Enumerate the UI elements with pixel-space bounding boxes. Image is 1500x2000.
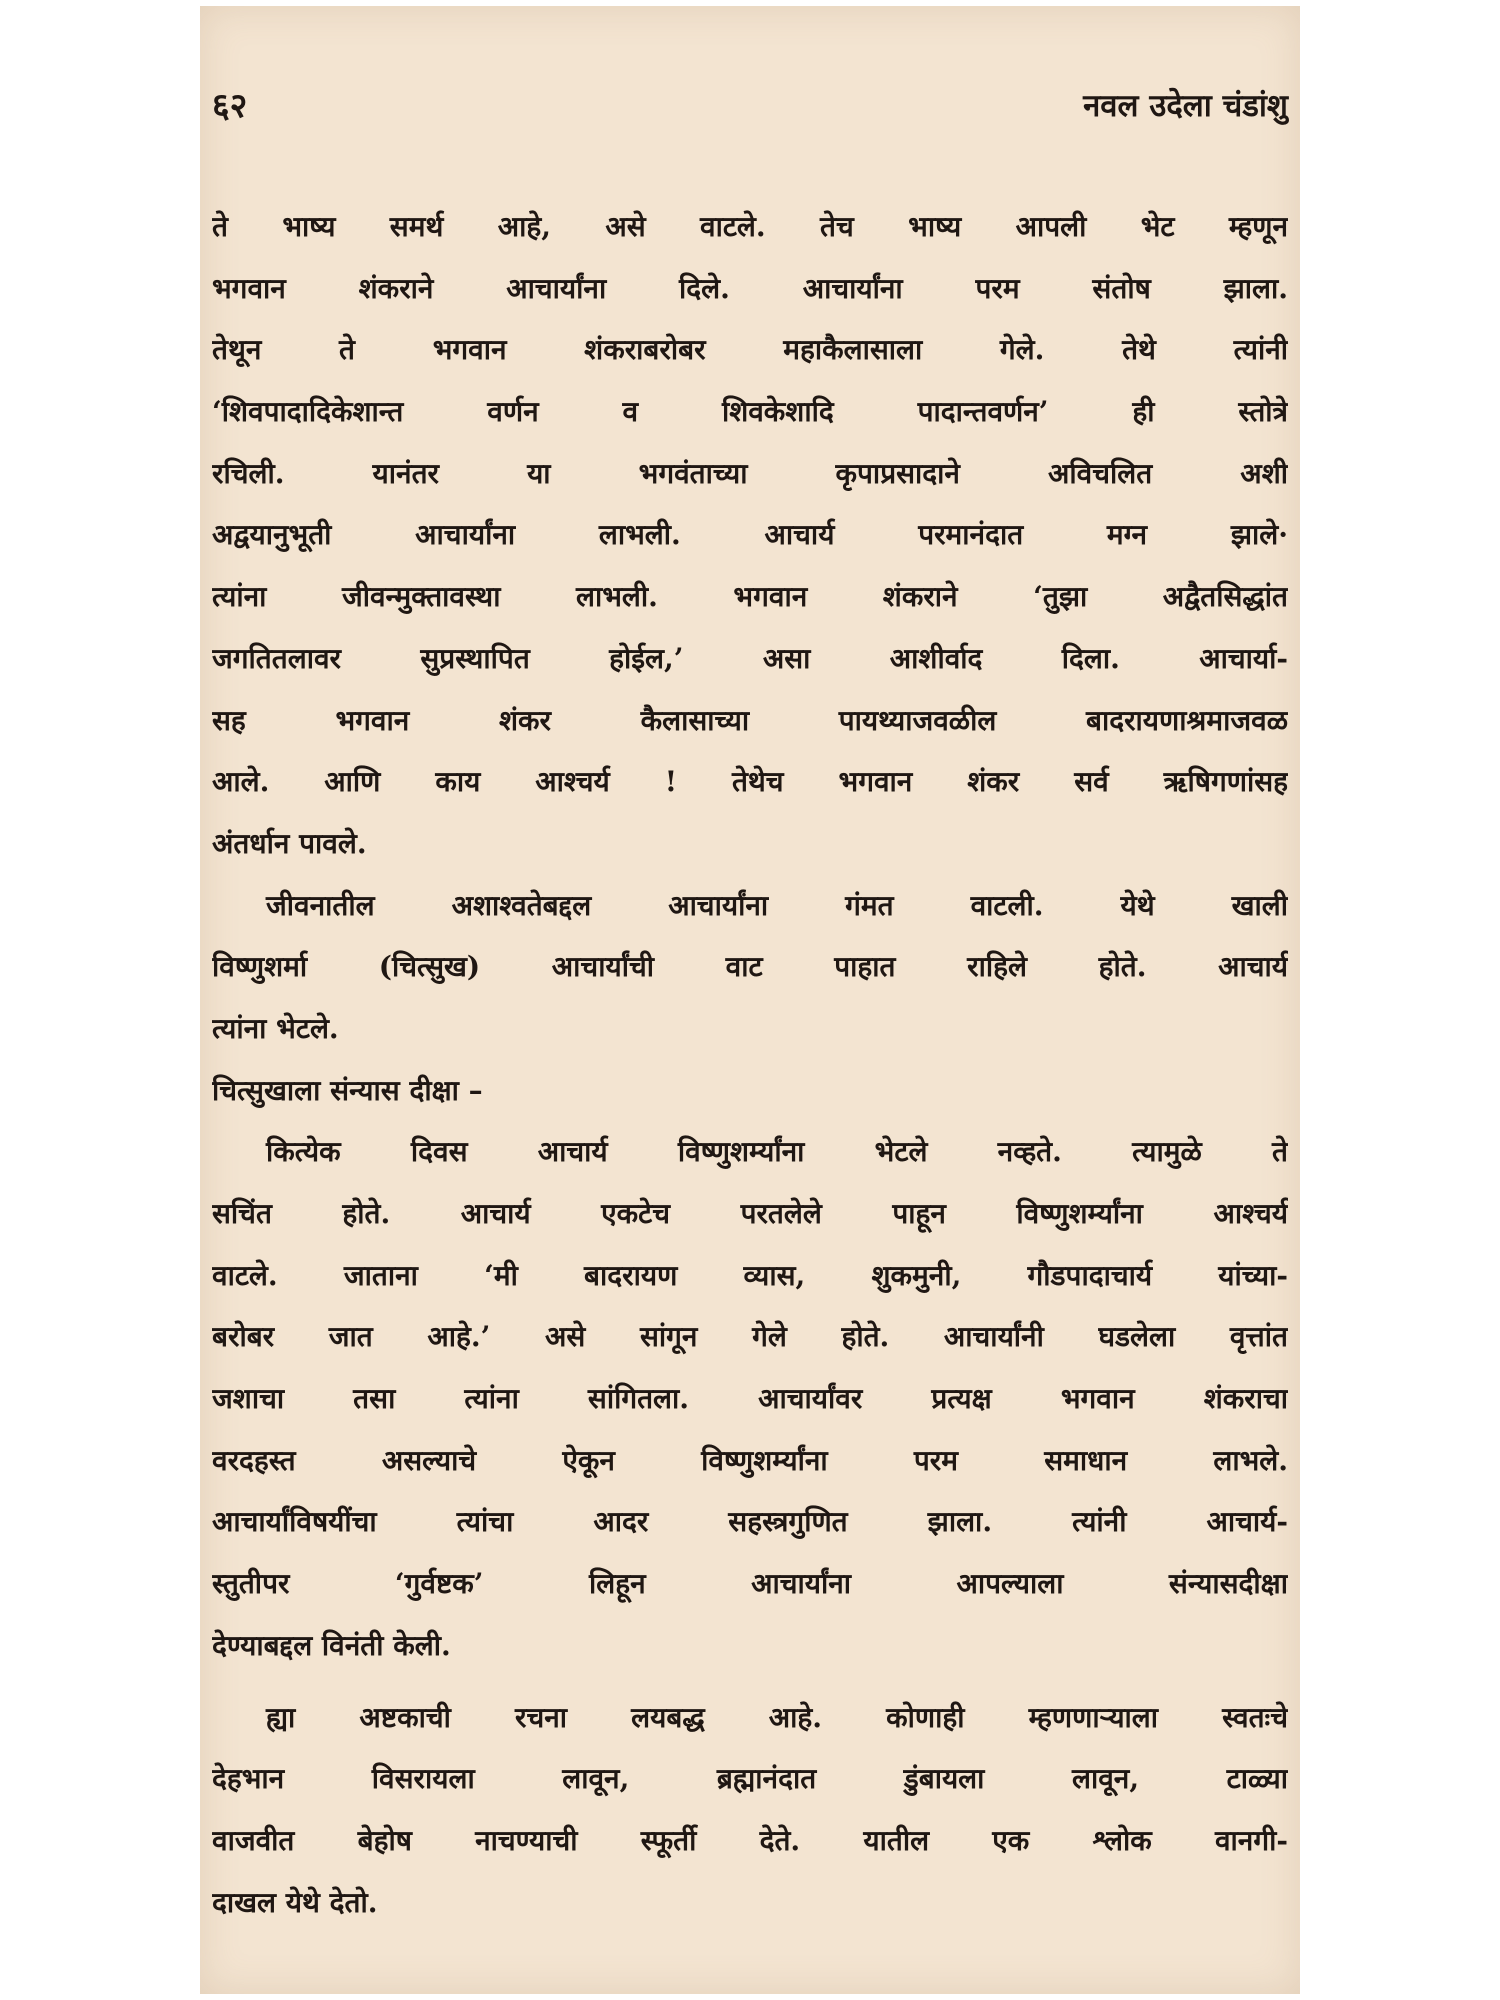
text-line: वाटले. जाताना ‘मी बादरायण व्यास, शुकमुनी, गौडपादाचार्य यांच्या- <box>212 1258 1288 1292</box>
text-line: अद्वयानुभूती आचार्यांना लाभली. आचार्य परमानंदात मग्न झाले· <box>212 518 1288 552</box>
text-line: ह्या अष्टकाची रचना लयबद्ध आहे. कोणाही म्हणणाऱ्याला स्वतःचे <box>266 1700 1288 1734</box>
text-line: ते भाष्य समर्थ आहे, असे वाटले. तेच भाष्य आपली भेट म्हणून <box>212 210 1288 243</box>
text-line: देहभान विसरायला लावून, ब्रह्मानंदात डुंबायला लावून, टाळ्या <box>212 1762 1288 1796</box>
text-line: सचिंत होते. आचार्य एकटेच परतलेले पाहून विष्णुशर्म्यांना आश्चर्य <box>212 1197 1288 1230</box>
section-heading: चित्सुखाला संन्यास दीक्षा – <box>212 1073 483 1107</box>
book-page <box>200 6 1300 1994</box>
page-body <box>212 196 1288 1933</box>
paragraph-gap <box>212 1677 1288 1687</box>
text-line: देण्याबद्दल विनंती केली. <box>212 1628 451 1662</box>
text-line: स्तुतीपर ‘गुर्वष्टक’ लिहून आचार्यांना आपल्याला संन्यासदीक्षा <box>212 1567 1288 1601</box>
text-line: त्यांना जीवन्मुक्तावस्था लाभली. भगवान शंकराने ‘तुझा अद्वैतसिद्धांत <box>212 580 1288 614</box>
text-line: जगतितलावर सुप्रस्थापित होईल,’ असा आशीर्वाद दिला. आचार्या- <box>212 641 1288 675</box>
text-line: आले. आणि काय आश्चर्य ! तेथेच भगवान शंकर सर्व ऋषिगणांसह <box>212 765 1288 799</box>
text-line: सह भगवान शंकर कैलासाच्या पायथ्याजवळील बादरायणाश्रमाजवळ <box>212 703 1288 737</box>
text-line: अंतर्धान पावले. <box>212 826 367 860</box>
text-line: कित्येक दिवस आचार्य विष्णुशर्म्यांना भेटले नव्हते. त्यामुळे ते <box>266 1135 1288 1169</box>
text-line: आचार्यांविषयींचा त्यांचा आदर सहस्त्रगुणित झाला. त्यांनी आचार्य- <box>212 1505 1288 1539</box>
text-line: विष्णुशर्मा (चित्सुख) आचार्यांची वाट पाहात राहिले होते. आचार्य <box>212 950 1288 984</box>
text-line: रचिली. यानंतर या भगवंताच्या कृपाप्रसादाने अविचलित अशी <box>212 456 1288 490</box>
text-line: भगवान शंकराने आचार्यांना दिले. आचार्यांना परम संतोष झाला. <box>212 271 1288 305</box>
text-line: तेथून ते भगवान शंकराबरोबर महाकैलासाला गेले. तेथे त्यांनी <box>212 333 1288 367</box>
page-header <box>212 76 1288 136</box>
text-line: ‘शिवपादादिकेशान्त वर्णन व शिवकेशादि पादान्तवर्णन’ ही स्तोत्रे <box>212 395 1288 429</box>
page-number: ६२ <box>212 86 248 126</box>
running-title: नवल उदेला चंडांशु <box>1083 88 1288 124</box>
text-line: दाखल येथे देतो. <box>212 1885 378 1919</box>
text-line: जशाचा तसा त्यांना सांगितला. आचार्यांवर प्रत्यक्ष भगवान शंकराचा <box>212 1382 1288 1416</box>
text-line: वाजवीत बेहोष नाचण्याची स्फूर्ती देते. यातील एक श्लोक वानगी- <box>212 1823 1288 1857</box>
text-line: वरदहस्त असल्याचे ऐकून विष्णुशर्म्यांना परम समाधान लाभले. <box>212 1443 1288 1477</box>
text-line: बरोबर जात आहे.’ असे सांगून गेले होते. आचार्यांनी घडलेला वृत्तांत <box>212 1320 1288 1354</box>
text-line: जीवनातील अशाश्वतेबद्दल आचार्यांना गंमत वाटली. येथे खाली <box>266 888 1288 922</box>
text-line: त्यांना भेटले. <box>212 1011 339 1045</box>
